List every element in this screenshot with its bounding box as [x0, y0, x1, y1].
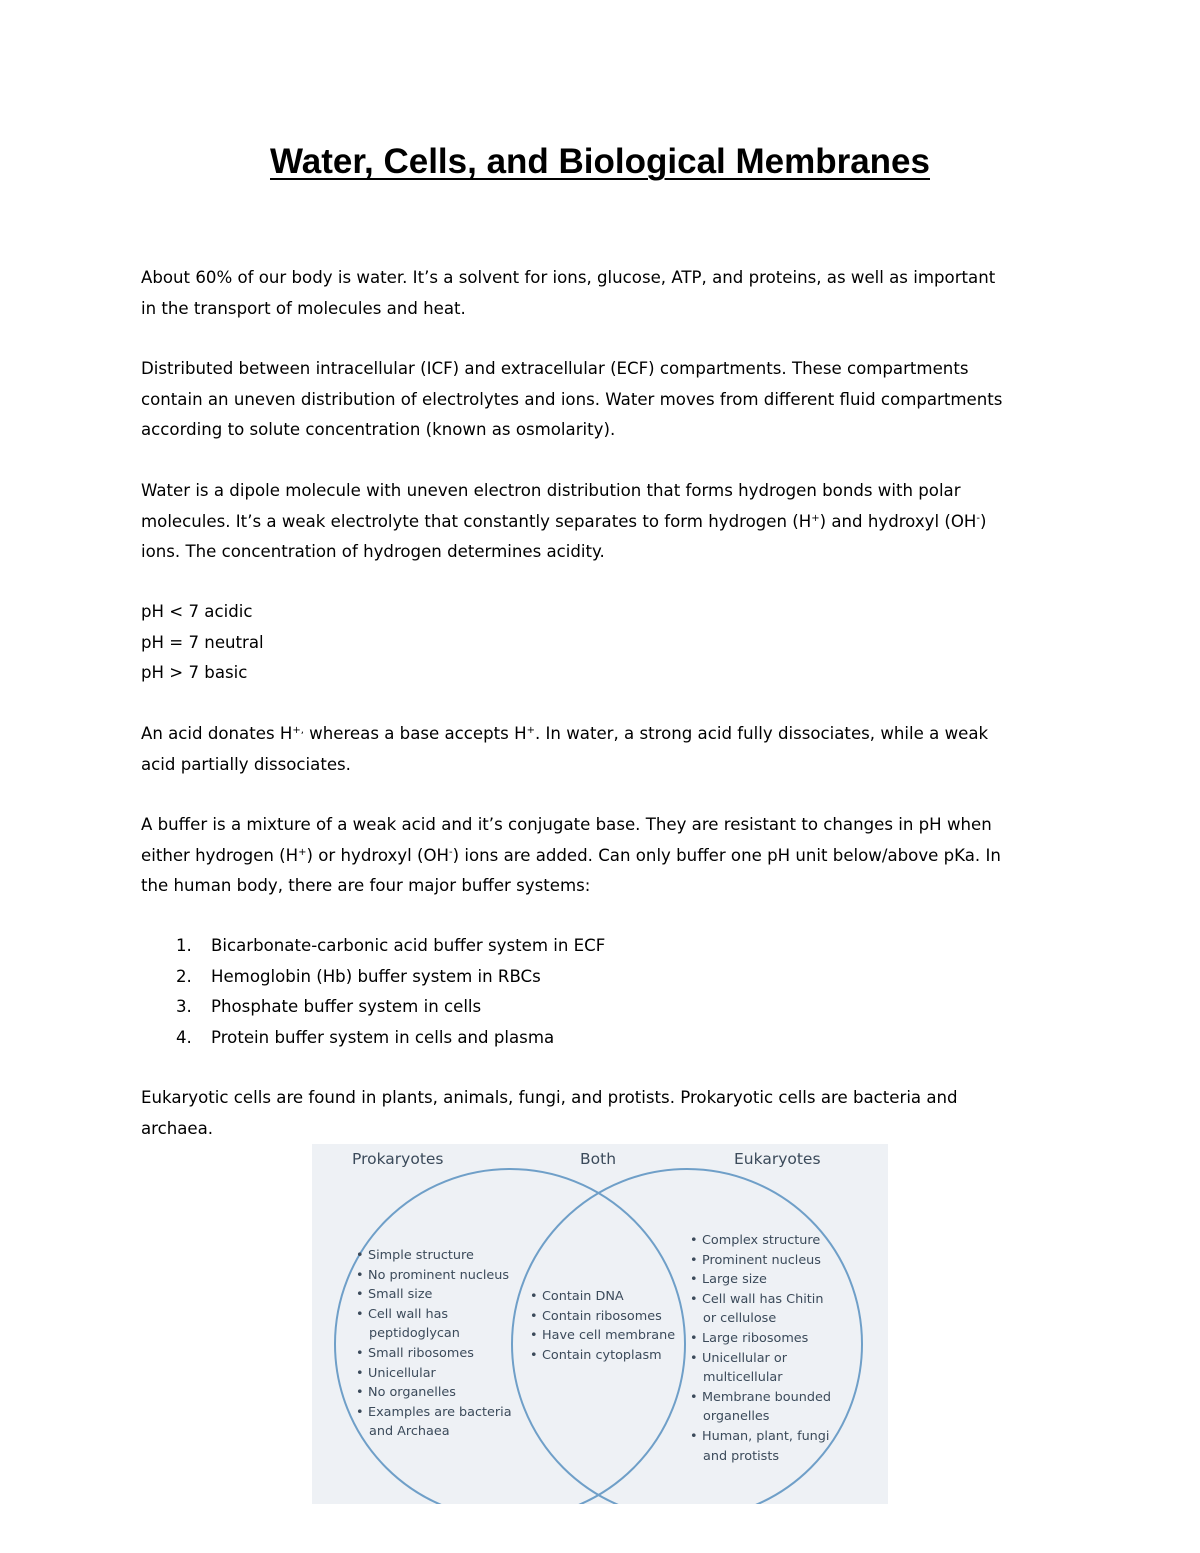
paragraph-cell-types	[141, 1083, 1071, 1144]
list-item-continuation: multicellular	[703, 1370, 783, 1386]
list-number: 4.	[176, 1027, 192, 1047]
list-item: • Complex structure	[690, 1231, 831, 1251]
text-segment: whereas a base accepts H	[303, 724, 527, 743]
list-item: • Cell wall has	[356, 1305, 512, 1325]
list-item-continuation: organelles	[703, 1409, 770, 1425]
list-item-continuation: or cellulose	[703, 1311, 777, 1327]
text-line: according to solute concentration (known as osmolarity).	[141, 420, 616, 439]
list-text: Bicarbonate-carbonic acid buffer system in ECF	[211, 936, 606, 955]
text-line: acid partially dissociates.	[141, 754, 351, 774]
list-item: • Membrane bounded	[690, 1388, 831, 1408]
superscript: +	[811, 512, 820, 524]
list-item: • Simple structure	[356, 1246, 512, 1266]
list-item: • Small size	[356, 1285, 512, 1305]
text-segment: either hydrogen (H	[141, 845, 299, 865]
list-item-continuation: and protists	[703, 1448, 780, 1464]
list-text: Phosphate buffer system in cells	[211, 997, 482, 1016]
list-item: • Contain cytoplasm	[530, 1346, 675, 1366]
paragraph-water-intro	[141, 263, 1071, 324]
list-item: • Cell wall has Chitin	[690, 1290, 831, 1310]
text-line	[141, 719, 1071, 750]
paragraph-dipole	[141, 476, 1071, 568]
text-line: A buffer is a mixture of a weak acid and it’s conjugate base. They are resistant to changes in pH when	[141, 815, 992, 834]
list-item: • Unicellular	[356, 1364, 512, 1384]
list-item	[176, 931, 605, 962]
buffer-systems-list	[176, 931, 605, 1053]
list-item: • No prominent nucleus	[356, 1266, 512, 1286]
text-line: About 60% of our body is water. It’s a solvent for ions, glucose, ATP, and proteins, as well as important	[141, 268, 996, 287]
text-line: Water is a dipole molecule with uneven electron distribution that forms hydrogen bonds with polar	[141, 481, 961, 500]
list-item	[176, 962, 605, 993]
text-line: archaea.	[141, 1118, 214, 1138]
list-number: 3.	[176, 997, 192, 1016]
text-line: Eukaryotic cells are found in plants, animals, fungi, and protists. Prokaryotic cells are bacteria and	[141, 1088, 958, 1107]
text-line: in the transport of molecules and heat.	[141, 298, 466, 318]
text-line: ions. The concentration of hydrogen determines acidity.	[141, 542, 605, 561]
list-item	[176, 1023, 605, 1054]
text-segment: ) and hydroxyl (OH	[819, 511, 977, 531]
list-text: Hemoglobin (Hb) buffer system in RBCs	[211, 966, 541, 986]
paragraph-acid-base	[141, 719, 1071, 780]
list-item: • Have cell membrane	[530, 1326, 675, 1346]
list-item: • Small ribosomes	[356, 1344, 512, 1364]
superscript: +	[298, 846, 307, 858]
superscript: -	[976, 512, 980, 524]
ph-neutral: pH = 7 neutral	[141, 632, 264, 652]
prokaryotes-traits	[356, 1246, 512, 1442]
eukaryotes-traits	[690, 1231, 831, 1466]
list-item-continuation: peptidoglycan	[369, 1326, 460, 1342]
superscript: +,	[292, 725, 304, 736]
ph-scale-list	[141, 597, 1071, 689]
list-item-continuation: and Archaea	[369, 1424, 450, 1440]
list-number: 2.	[176, 966, 192, 986]
text-line: contain an uneven distribution of electrolytes and ions. Water moves from different fluid compartments	[141, 389, 1003, 409]
list-text: Protein buffer system in cells and plasma	[211, 1027, 555, 1047]
list-item: • Examples are bacteria	[356, 1403, 512, 1423]
ph-acidic: pH < 7 acidic	[141, 602, 253, 621]
text-segment: An acid donates H	[141, 724, 293, 743]
list-item: • Large ribosomes	[690, 1329, 831, 1349]
page-title: Water, Cells, and Biological Membranes	[270, 142, 930, 181]
text-line: the human body, there are four major buffer systems:	[141, 876, 591, 895]
list-item: • Human, plant, fungi	[690, 1427, 831, 1447]
text-line	[141, 841, 1071, 872]
both-heading: Both	[580, 1150, 617, 1168]
ph-basic: pH > 7 basic	[141, 663, 248, 682]
list-number: 1.	[176, 936, 192, 955]
list-item	[176, 992, 605, 1023]
text-line	[141, 507, 1071, 538]
paragraph-compartments	[141, 354, 1071, 446]
list-item: • Prominent nucleus	[690, 1251, 831, 1271]
text-segment: ) or hydroxyl (OH	[306, 845, 450, 865]
text-segment: molecules. It’s a weak electrolyte that constantly separates to form hydrogen (H	[141, 511, 812, 531]
list-item: • Contain ribosomes	[530, 1307, 675, 1327]
paragraph-buffer	[141, 810, 1071, 902]
list-item: • Large size	[690, 1270, 831, 1290]
both-traits	[530, 1287, 675, 1365]
text-segment: )	[979, 511, 987, 531]
list-item: • Contain DNA	[530, 1287, 675, 1307]
text-line: Distributed between intracellular (ICF) and extracellular (ECF) compartments. These compartments	[141, 359, 969, 378]
list-item: • Unicellular or	[690, 1349, 831, 1369]
superscript: +	[526, 725, 535, 736]
venn-diagram	[312, 1144, 888, 1504]
list-item: • No organelles	[356, 1383, 512, 1403]
text-segment: ) ions are added. Can only buffer one pH unit below/above pKa. In	[452, 845, 1001, 865]
superscript: -	[449, 846, 453, 858]
eukaryotes-heading: Eukaryotes	[734, 1150, 821, 1168]
text-segment: . In water, a strong acid fully dissociates, while a weak	[534, 724, 989, 743]
prokaryotes-heading: Prokaryotes	[352, 1150, 444, 1168]
